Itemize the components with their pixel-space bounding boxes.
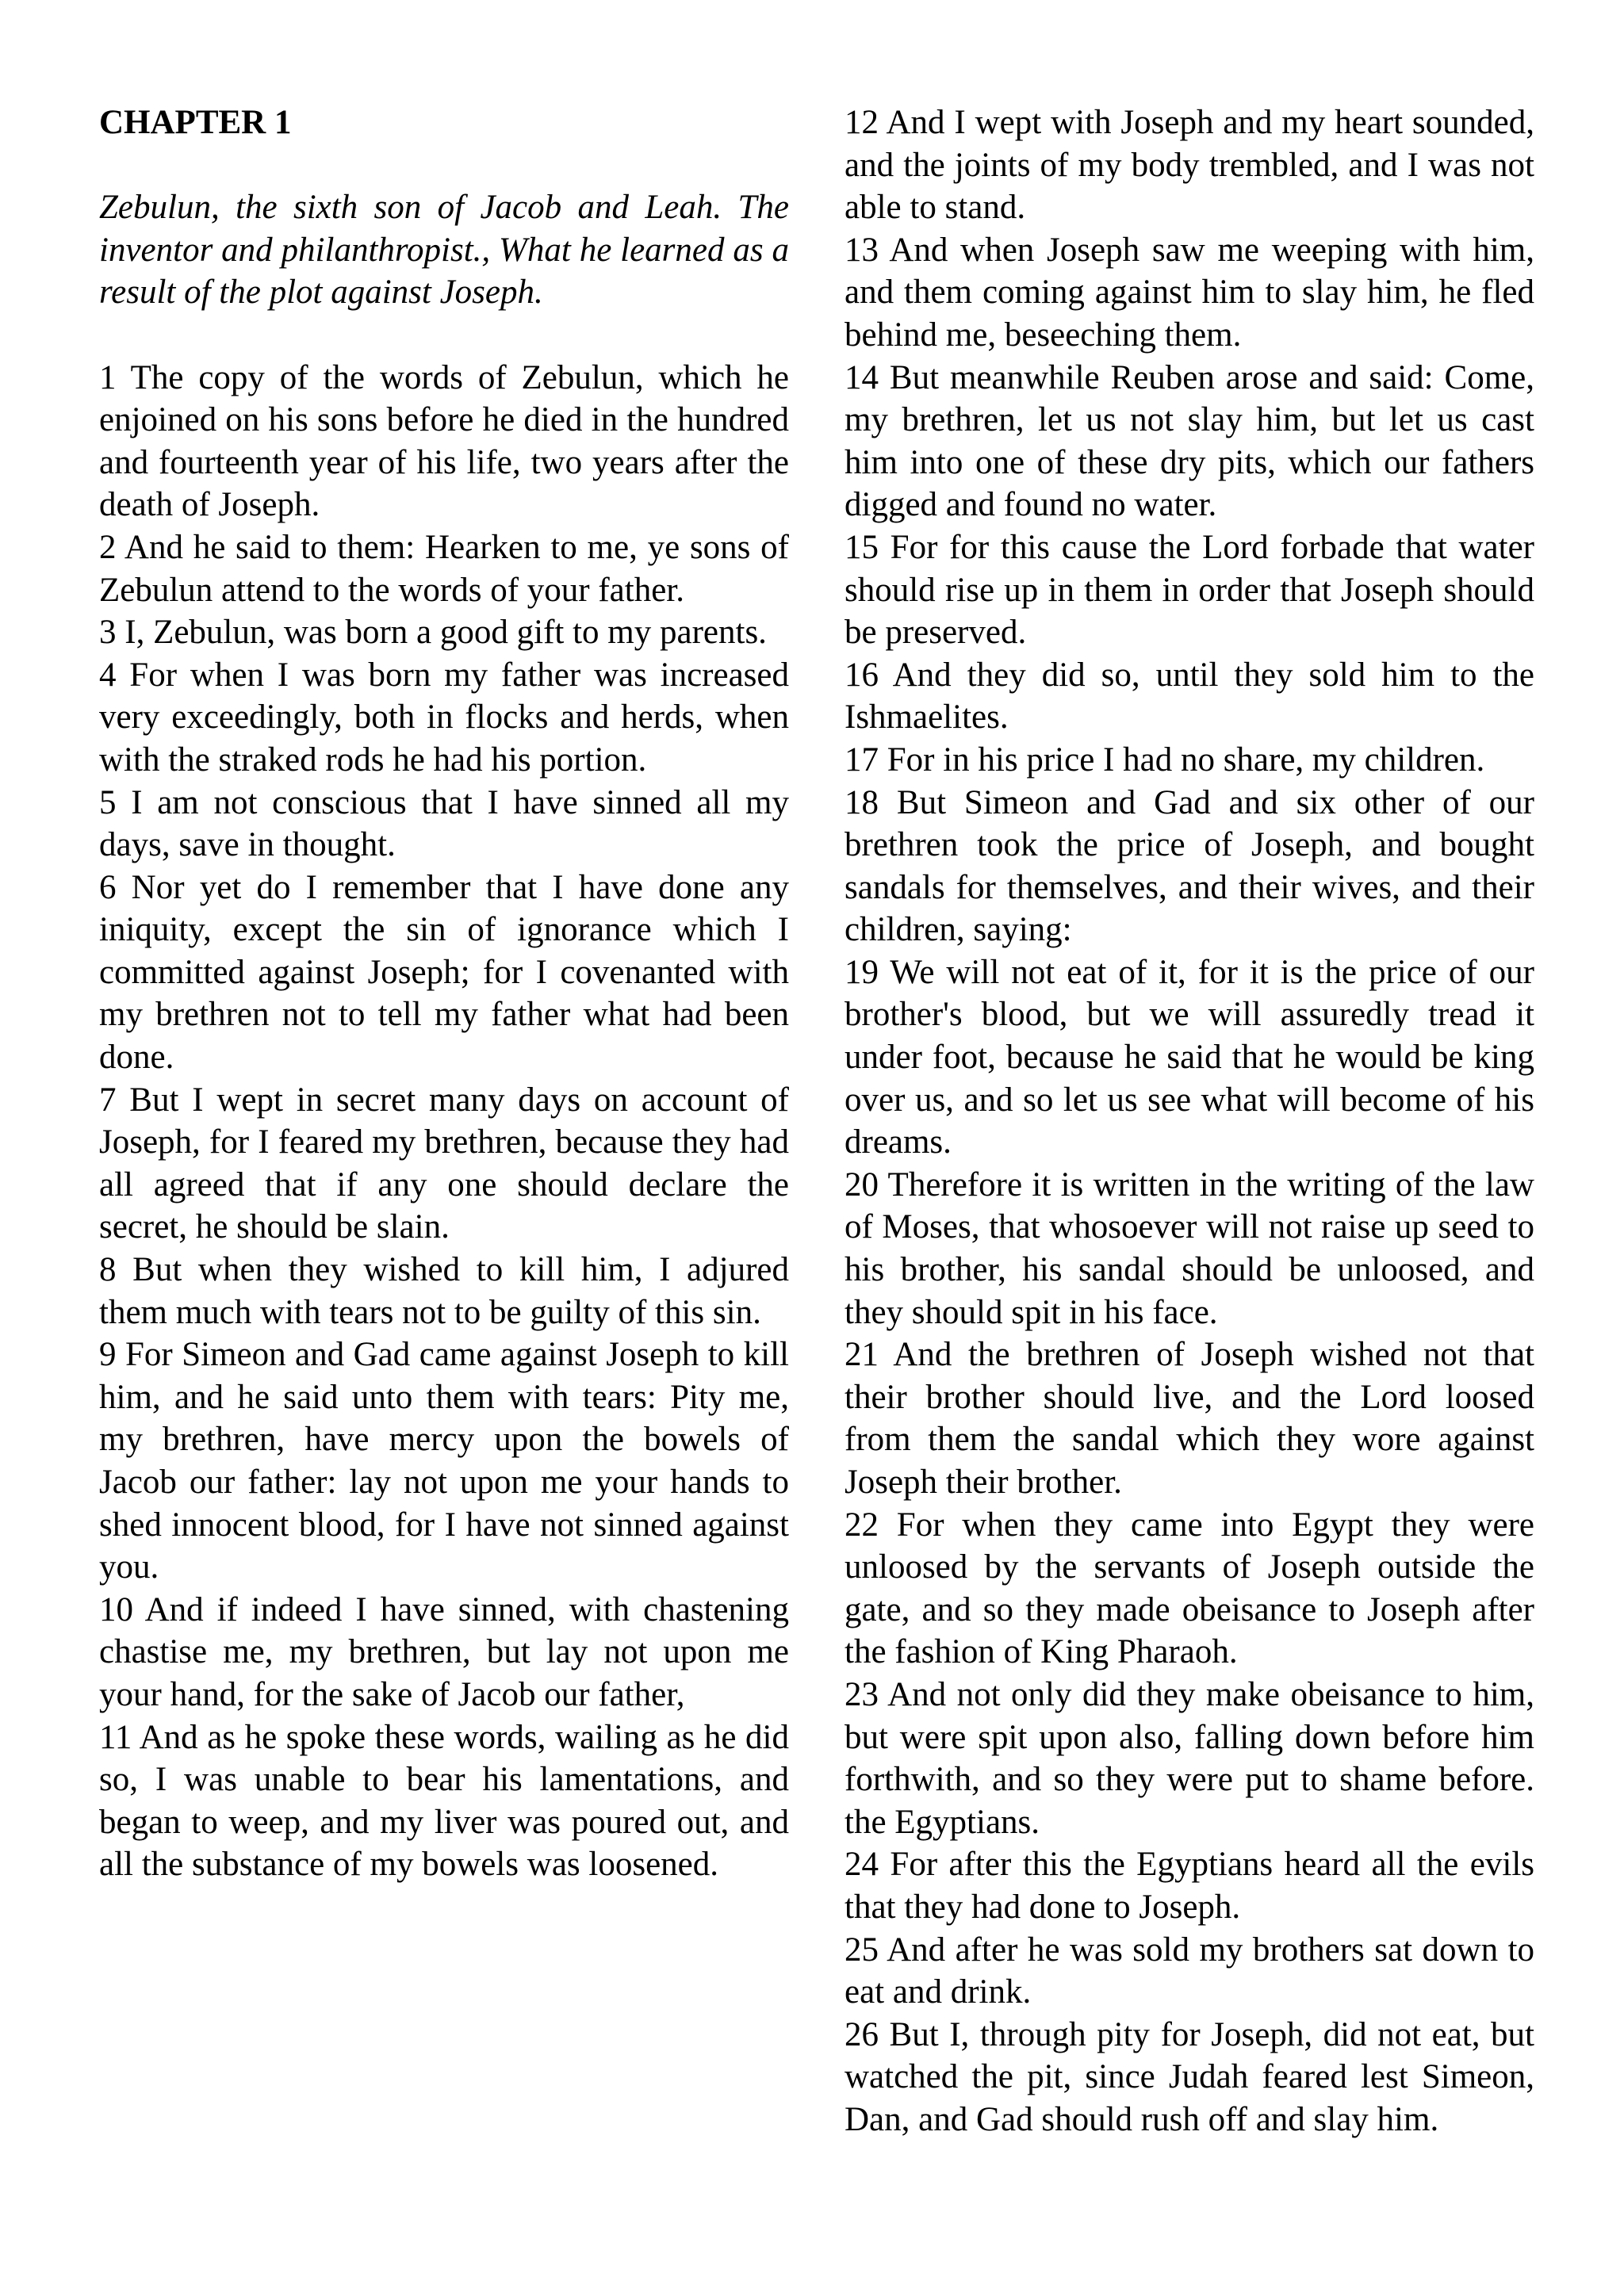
- verse: 7 But I wept in secret many days on account of Joseph, for I feared my brethren, because they had all agreed that if any one should declare the secret, he should be slain.: [99, 1081, 789, 1246]
- verse: 18 But Simeon and Gad and six other of our brethren took the price of Joseph, and bought sandals for themselves, and their wives, and their children, saying:: [845, 783, 1534, 949]
- verse: 3 I, Zebulun, was born a good gift to my parents.: [99, 614, 767, 652]
- verse: 10 And if indeed I have sinned, with chastening chastise me, my brethren, but lay not upon me your hand, for the sake of Jacob our father,: [99, 1590, 789, 1713]
- verse: 5 I am not conscious that I have sinned all my days, save in thought.: [99, 783, 789, 864]
- verse: 23 And not only did they make obeisance to him, but were spit upon also, falling down before him forthwith, and so they were put to shame before. the Egyptians.: [845, 1675, 1534, 1841]
- verse: 22 For when they came into Egypt they were unloosed by the servants of Joseph outside the gate, and so they made obeisance to Joseph after the fashion of King Pharaoh.: [845, 1506, 1534, 1671]
- verse: 21 And the brethren of Joseph wished not that their brother should live, and the Lord loosed from them the sandal which they wore against Joseph their brother.: [845, 1336, 1534, 1501]
- verse: 14 But meanwhile Reuben arose and said: Come, my brethren, let us not slay him, but let us cast him into one of these dry pits, which our fathers digged and found no water.: [845, 358, 1534, 524]
- verse: 25 And after he was sold my brothers sat down to eat and drink.: [845, 1931, 1534, 2011]
- chapter-title: CHAPTER 1: [99, 104, 292, 141]
- verse: 24 For after this the Egyptians heard all the evils that they had done to Joseph.: [845, 1846, 1534, 1926]
- verse: 4 For when I was born my father was increased very exceedingly, both in flocks and herds, when with the straked rods he had his portion.: [99, 656, 789, 779]
- verse: 20 Therefore it is written in the writing of the law of Moses, that whosoever will not raise up seed to his brother, his sandal should be unloosed, and they should spit in his face.: [845, 1165, 1534, 1331]
- left-column: [99, 101, 789, 1886]
- chapter-summary: Zebulun, the sixth son of Jacob and Leah. The inventor and philanthropist., What he learned as a result of the plot against Joseph.: [99, 189, 789, 312]
- verse: 8 But when they wished to kill him, I adjured them much with tears not to be guilty of this sin.: [99, 1251, 789, 1331]
- verse: 11 And as he spoke these words, wailing as he did so, I was unable to bear his lamentations, and began to weep, and my liver was poured out, and all the substance of my bowels was loosened.: [99, 1718, 789, 1884]
- verse: 12 And I wept with Joseph and my heart sounded, and the joints of my body trembled, and I was not able to stand.: [845, 104, 1534, 227]
- verse: 17 For in his price I had no share, my children.: [845, 740, 1485, 779]
- verse: 2 And he said to them: Hearken to me, ye sons of Zebulun attend to the words of your father.: [99, 528, 789, 609]
- verse: 26 But I, through pity for Joseph, did not eat, but watched the pit, since Judah feared lest Simeon, Dan, and Gad should rush off and slay him.: [845, 2015, 1534, 2138]
- verse: 13 And when Joseph saw me weeping with him, and them coming against him to slay him, he fled behind me, beseeching them.: [845, 231, 1534, 354]
- verse: 9 For Simeon and Gad came against Joseph to kill him, and he said unto them with tears: Pity me, my brethren, have mercy upon the bowels of Jacob our father: lay not upon me your hands to shed innocent blood, for I have not sinned against you.: [99, 1336, 789, 1586]
- verse: 19 We will not eat of it, for it is the price of our brother's blood, but we will assuredly tread it under foot, because he said that he would be king over us, and so let us see what will become of his dreams.: [845, 953, 1534, 1161]
- verse: 1 The copy of the words of Zebulun, which he enjoined on his sons before he died in the hundred and fourteenth year of his life, two years after the death of Joseph.: [99, 358, 789, 524]
- verse: 16 And they did so, until they sold him to the Ishmaelites.: [845, 656, 1534, 737]
- verse: 15 For for this cause the Lord forbade that water should rise up in them in order that Joseph should be preserved.: [845, 528, 1534, 652]
- verse: 6 Nor yet do I remember that I have done any iniquity, except the sin of ignorance which I committed against Joseph; for I covenanted with my brethren not to tell my father what had been done.: [99, 868, 789, 1077]
- right-column: [845, 101, 1534, 2141]
